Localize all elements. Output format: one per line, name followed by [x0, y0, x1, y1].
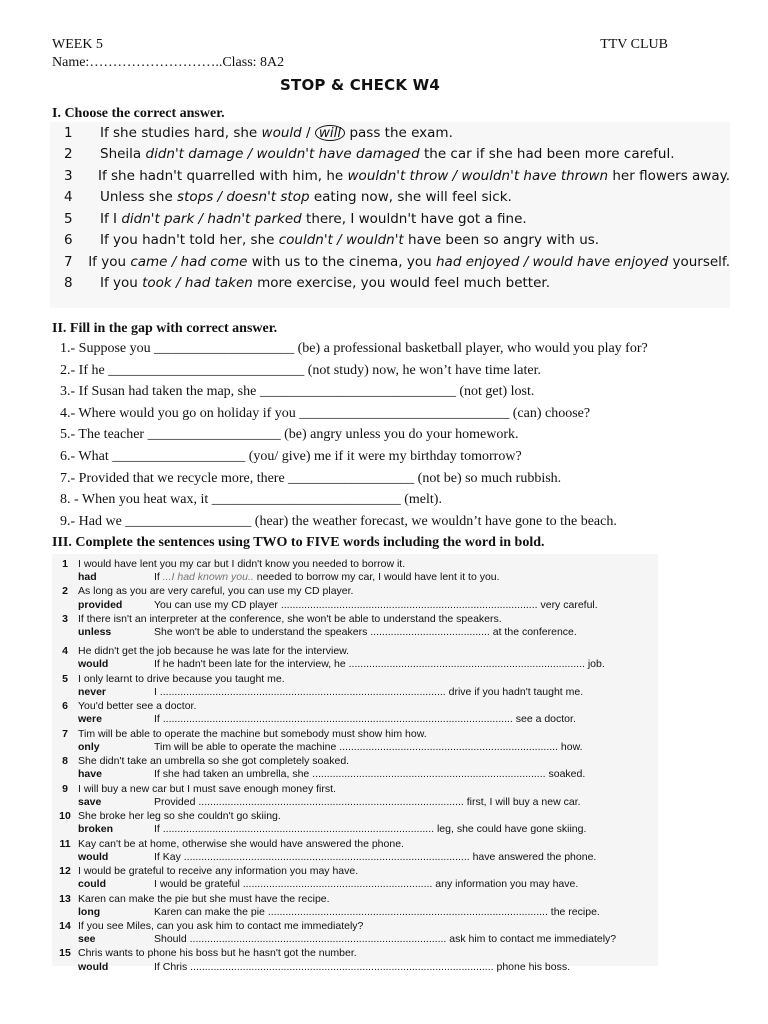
item-number: 3: [62, 612, 68, 625]
list-item: 3.- If Susan had taken the map, she ____________________________ (not get) lost.: [60, 384, 535, 400]
list-item: [52, 558, 658, 584]
item-number: 9: [62, 782, 68, 795]
item-answer-line: If she had taken an umbrella, she ................................................................................ soaked.: [154, 768, 586, 781]
list-item: [50, 251, 730, 273]
item-number: 11: [59, 837, 71, 850]
item-answer-line: Tim will be able to operate the machine ........................................................................... how.: [154, 740, 583, 753]
key-word: unless: [78, 626, 112, 639]
item-sentence: As long as you are very careful, you can use my CD player.: [78, 585, 354, 598]
key-word: had: [78, 571, 97, 584]
item-number: 5: [62, 672, 68, 685]
item-text: If she hadn't quarrelled with him, he wouldn't throw / wouldn't have thrown her flowers away.: [97, 167, 730, 184]
item-sentence: He didn't get the job because he was late for the interview.: [78, 645, 350, 658]
key-word: provided: [78, 598, 123, 611]
key-word: would: [78, 960, 109, 973]
item-number: 10: [59, 810, 71, 823]
item-answer-line: If ...I had known you.. needed to borrow my car, I would have lent it to you.: [154, 571, 500, 584]
item-sentence: Karen can make the pie but she must have the recipe.: [78, 892, 330, 905]
item-number: 13: [59, 892, 71, 905]
item-answer-line: You can use my CD player ........................................................................................ very careful.: [154, 598, 598, 611]
page-title: STOP & CHECK W4: [280, 76, 440, 94]
list-item: [50, 144, 730, 166]
list-item: 8. - When you heat wax, it ___________________________ (melt).: [60, 492, 442, 508]
item-answer-line: She won't be able to understand the speakers ......................................... at the conference.: [154, 626, 577, 639]
item-sentence: She broke her leg so she couldn't go skiing.: [78, 810, 281, 823]
item-answer-line: I .................................................................................................. drive if you hadn't taught me.: [154, 685, 584, 698]
item-answer-line: Provided ........................................................................................... first, I will buy a new car.: [154, 795, 581, 808]
list-item: 5.- The teacher ___________________ (be) angry unless you do your homework.: [60, 427, 519, 443]
item-answer-line: Karen can make the pie ................................................................................................ the recipe.: [154, 905, 600, 918]
item-answer-line: If Kay .................................................................................................. have answered the phone.: [154, 850, 597, 863]
key-word: have: [78, 768, 102, 781]
list-item: [52, 728, 658, 754]
item-text: If you took / had taken more exercise, you would feel much better.: [100, 275, 550, 292]
item-number: 12: [59, 865, 71, 878]
list-item: [52, 810, 658, 836]
list-item: 7.- Provided that we recycle more, there __________________ (not be) so much rubbish.: [60, 470, 562, 486]
list-item: [52, 838, 658, 864]
list-item: [50, 122, 730, 144]
section3-list: [52, 554, 658, 973]
key-word: long: [78, 905, 101, 918]
circled-answer: will: [315, 125, 345, 141]
list-item: [50, 273, 730, 295]
list-item: [50, 165, 730, 187]
list-item: 2.- If he ____________________________ (not study) now, he won’t have time later.: [60, 362, 541, 378]
item-answer-line: If he hadn't been late for the interview, he ................................................................................. job.: [154, 658, 605, 671]
list-item: [52, 865, 658, 891]
example-answer: ...I had known you..: [162, 571, 254, 584]
list-item: 9.- Had we __________________ (hear) the weather forecast, we wouldn’t have gone to the beach.: [60, 513, 617, 529]
key-word: see: [78, 933, 96, 946]
key-word: only: [78, 740, 100, 753]
item-sentence: If there isn't an interpreter at the conference, she won't be able to understand the speakers.: [78, 612, 502, 625]
item-number: 8: [62, 755, 68, 768]
item-number: 6: [62, 700, 68, 713]
list-item: [52, 893, 658, 919]
list-item: 4.- Where would you go on holiday if you ______________________________ (can) choose?: [60, 405, 591, 421]
item-sentence: I would be grateful to receive any information you may have.: [78, 865, 359, 878]
key-word: broken: [78, 823, 114, 836]
name-class-line: Name:………………………..Class: 8A2: [52, 55, 285, 70]
key-word: would: [78, 850, 109, 863]
item-number: 4: [64, 189, 73, 206]
item-number: 3: [64, 167, 73, 184]
item-number: 2: [64, 146, 73, 163]
item-sentence: Kay can't be at home, otherwise she would have answered the phone.: [78, 837, 404, 850]
item-sentence: She didn't take an umbrella so she got completely soaked.: [78, 755, 350, 768]
item-sentence: Chris wants to phone his boss but he hasn't got the number.: [78, 947, 357, 960]
key-word: were: [78, 713, 102, 726]
section2-list: [60, 338, 648, 532]
section1-list: [50, 122, 730, 308]
list-item: [52, 783, 658, 809]
item-number: 14: [59, 920, 71, 932]
item-text: If you came / had come with us to the cinema, you had enjoyed / would have enjoyed yourself.: [88, 253, 730, 270]
key-word: save: [78, 795, 102, 808]
list-item: [50, 208, 730, 230]
section3-heading: III. Complete the sentences using TWO to FIVE words including the word in bold.: [52, 535, 545, 550]
item-number: 1: [64, 124, 73, 141]
item-answer-line: If ........................................................................................................................ see a doctor.: [154, 713, 576, 726]
item-number: 2: [62, 585, 68, 598]
item-number: 7: [62, 727, 68, 740]
list-item: [52, 585, 658, 611]
item-answer-line: Should ........................................................................................ ask him to contact me immediately?: [154, 933, 617, 946]
item-number: 8: [64, 275, 73, 292]
section1-heading: I. Choose the correct answer.: [52, 106, 225, 121]
week-label: WEEK 5: [52, 37, 103, 52]
club-label: TTV CLUB: [600, 37, 668, 52]
list-item: [52, 673, 658, 699]
list-item: [52, 613, 658, 639]
key-word: could: [78, 878, 106, 891]
item-number: 6: [64, 232, 73, 249]
item-sentence: I only learnt to drive because you taught me.: [78, 672, 285, 685]
item-sentence: I would have lent you my car but I didn't know you needed to borrow it.: [78, 558, 406, 570]
item-sentence: Tim will be able to operate the machine but somebody must show him how.: [78, 727, 427, 740]
item-text: Unless she stops / doesn't stop eating now, she will feel sick.: [100, 189, 512, 206]
item-text: Sheila didn't damage / wouldn't have damaged the car if she had been more careful.: [100, 146, 675, 163]
list-item: 1.- Suppose you ____________________ (be) a professional basketball player, who would you play for?: [60, 341, 648, 356]
section2-heading: II. Fill in the gap with correct answer.: [52, 321, 278, 336]
list-item: [52, 947, 658, 973]
list-item: [52, 755, 658, 781]
header: [52, 36, 668, 94]
list-item: 6.- What ___________________ (you/ give) me if it were my birthday tomorrow?: [60, 448, 522, 464]
key-word: never: [78, 685, 107, 698]
item-sentence: I will buy a new car but I must save enough money first.: [78, 782, 336, 795]
list-item: [52, 700, 658, 726]
item-answer-line: If ............................................................................................. leg, she could have gone skiing.: [154, 823, 587, 836]
list-item: [52, 920, 658, 946]
item-text: If I didn't park / hadn't parked there, I wouldn't have got a fine.: [100, 210, 527, 227]
list-item: [50, 230, 730, 252]
item-number: 15: [59, 947, 71, 960]
item-text: If you hadn't told her, she couldn't / wouldn't have been so angry with us.: [100, 232, 600, 249]
item-answer-line: If Chris ........................................................................................................ phone his boss.: [154, 960, 571, 973]
item-sentence: You'd better see a doctor.: [78, 700, 197, 713]
list-item: [52, 645, 658, 671]
key-word: would: [78, 658, 109, 671]
item-number: 4: [62, 645, 68, 658]
item-text: If she studies hard, she would / will pass the exam.: [100, 124, 453, 141]
item-answer-line: I would be grateful ................................................................. any information you may have.: [154, 878, 579, 891]
item-number: 7: [64, 253, 73, 270]
item-number: 1: [62, 558, 68, 570]
item-sentence: If you see Miles, can you ask him to contact me immediately?: [78, 920, 364, 932]
item-number: 5: [64, 210, 73, 227]
list-item: [50, 187, 730, 209]
